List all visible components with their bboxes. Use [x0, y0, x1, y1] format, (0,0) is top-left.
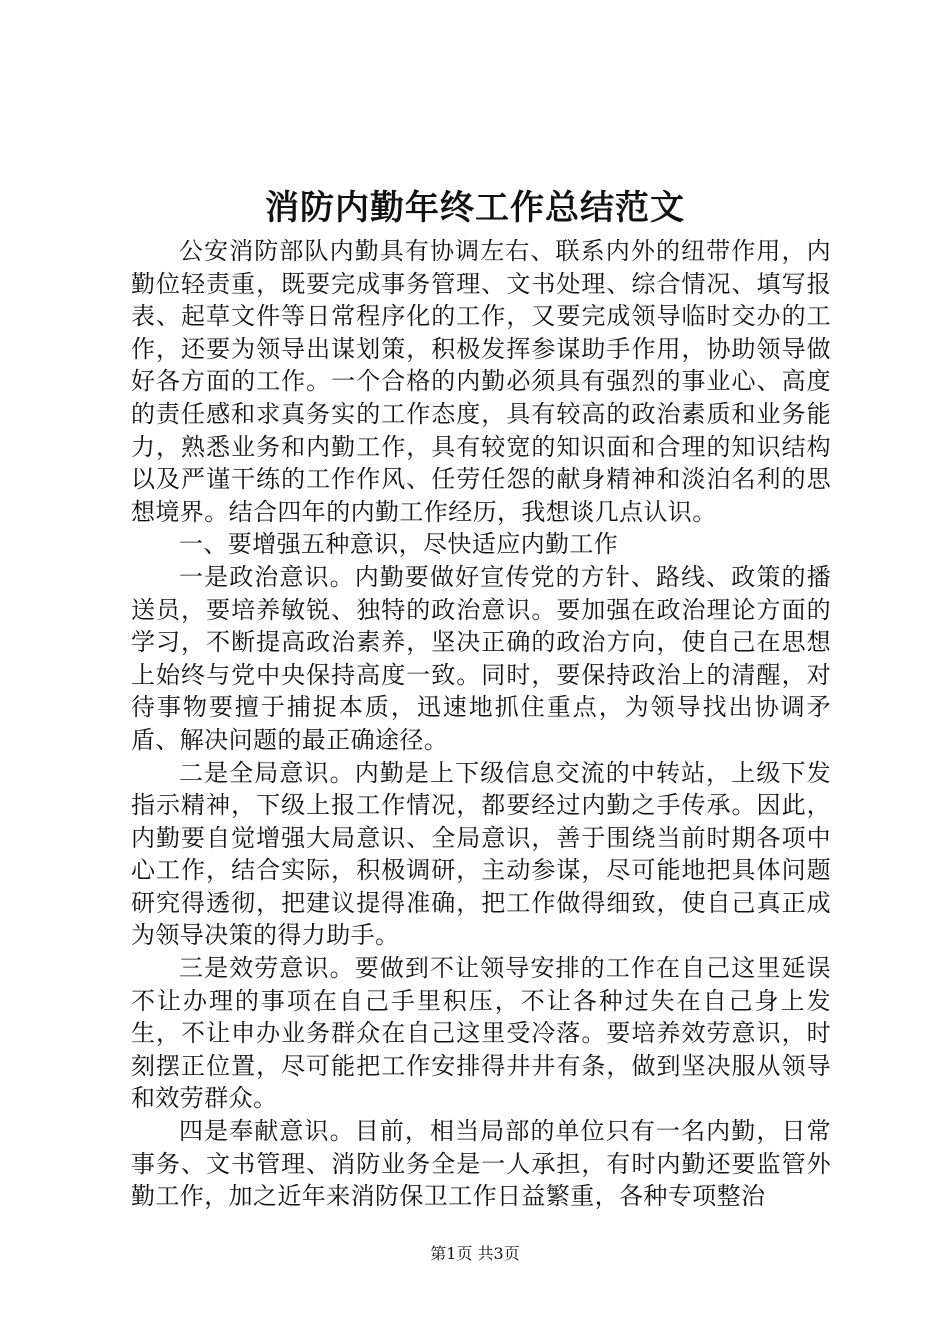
paragraph-political-awareness: 一是政治意识。内勤要做好宣传党的方针、路线、政策的播送员，要培养敏锐、独特的政治意识。要加强在政治理论方面的学习，不断提高政治素养，坚决正确的政治方向，使自己在思想上始终与党中央保持高度一致。同时，要保持政治上的清醒，对待事物要擅于捕捉本质，迅速地抓住重点，为领导找出协调矛盾、解决问题的最正确途径。: [131, 562, 831, 754]
paragraph-intro: 公安消防部队内勤具有协调左右、联系内外的纽带作用，内勤位轻责重，既要完成事务管理、文书处理、综合情况、填写报表、起草文件等日常程序化的工作，又要完成领导临时交办的工作，还要为领导出谋划策，积极发挥参谋助手作用，协助领导做好各方面的工作。一个合格的内勤必须具有强烈的事业心、高度的责任感和求真务实的工作态度，具有较高的政治素质和业务能力，熟悉业务和内勤工作，具有较宽的知识面和合理的知识结构以及严谨干练的工作作风、任劳任怨的献身精神和淡泊名利的思想境界。结合四年的内勤工作经历，我想谈几点认识。: [131, 237, 831, 526]
paragraph-dedication-awareness: 四是奉献意识。目前，相当局部的单位只有一名内勤，日常事务、文书管理、消防业务全是一人承担，有时内勤还要监管外勤工作，加之近年来消防保卫工作日益繁重，各种专项整治: [131, 1117, 831, 1211]
paragraph-service-awareness: 三是效劳意识。要做到不让领导安排的工作在自己这里延误不让办理的事项在自己手里积压，不让各种过失在自己身上发生，不让申办业务群众在自己这里受冷落。要培养效劳意识，时刻摆正位置，尽可能把工作安排得井井有条，做到坚决服从领导和效劳群众。: [131, 954, 831, 1113]
document-body: [131, 235, 831, 1213]
document-title: 消防内勤年终工作总结范文: [265, 188, 685, 228]
page-number-footer: 第1页 共3页: [430, 1244, 520, 1263]
paragraph-overall-awareness: 二是全局意识。内勤是上下级信息交流的中转站，上级下发指示精神，下级上报工作情况，都要经过内勤之手传承。因此，内勤要自觉增强大局意识、全局意识，善于围绕当前时期各项中心工作，结合实际，积极调研，主动参谋，尽可能地把具体问题研究得透彻，把建议提得准确，把工作做得细致，使自己真正成为领导决策的得力助手。: [131, 758, 831, 950]
section-heading: 一、要增强五种意识，尽快适应内勤工作: [179, 530, 619, 559]
